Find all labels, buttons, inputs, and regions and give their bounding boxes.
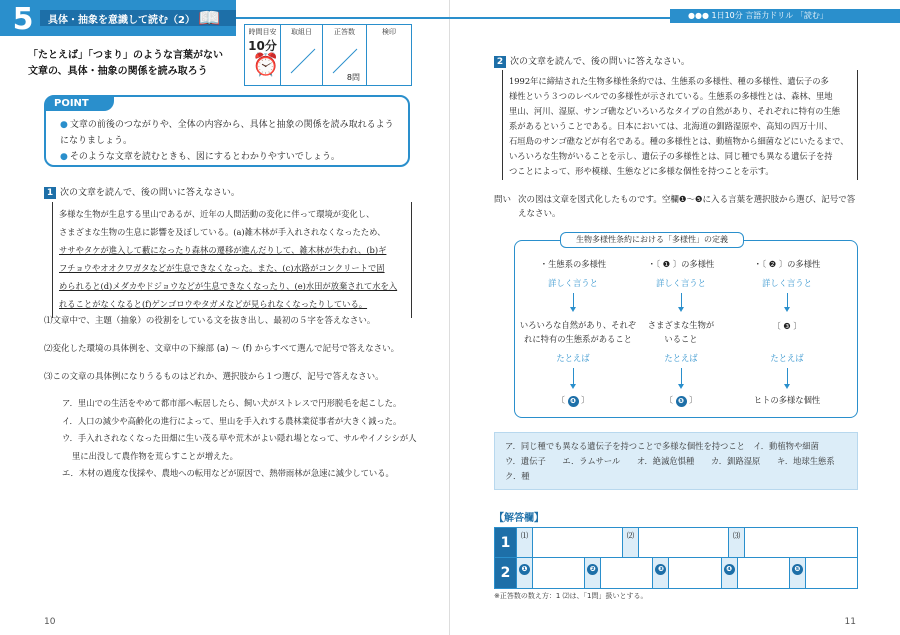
col2-head: ・〔 ❶ 〕の多様性 [647,259,715,269]
answer-label-cell: ❹ [722,558,738,588]
col3-detail: 詳しく言うと [762,278,812,288]
point-item: ● 文章の前後のつながりや、全体の内容から、具体と抽象の関係を読み取れるようになりましょう。 [60,120,394,146]
option-item: ウ．手入れされなくなった田畑に生い茂る草や荒木がよい隠れ場となって、サルやイノシシが人里に出没して農作物を荒らすことが増えた。 [62,433,417,461]
choice-line: ア．同じ種でも異なる遺伝子を持つことで多様な個性を持つこと イ．動植物や細菌 [505,441,819,451]
score-table [244,24,412,86]
passage-line: フチョウやオオクワガタなどが生息できなくなった。また、(c)水路がコンクリートで固 [59,263,385,273]
correct-slash [331,47,359,75]
date-slash [289,47,317,75]
passage-line: 石垣島のサンゴ礁などが有名である。種の多様性とは、動植物から細菌などにいたるまで、 [509,136,849,146]
answer-cell[interactable] [533,558,585,588]
answer-label-cell: ⑵ [623,528,639,558]
col1-blank: 〔 ❹ 〕 [556,395,590,405]
answer-label-cell: ❷ [585,558,601,588]
page-number-left: 10 [44,617,56,627]
q2-number: 2 [494,56,506,68]
col2-arrow-2 [681,368,682,386]
answer-row-1 [495,528,858,558]
stamp-label: 検印 [382,28,396,36]
q1-sub2: ⑵変化した環境の具体例を、文章中の下線部 (a) 〜 (f) からすべて選んで記号で答えなさい。 [44,344,400,354]
series-header [450,9,900,23]
option-item: ア．里山での生活をやめて都市部へ転居したら、飼い犬がストレスで円形脱毛を起こした。 [62,398,402,408]
col3-body: 〔 ❸ 〕 [772,321,802,331]
scoring-note: ※正答数の数え方：1 ⑵は、「1問」扱いとする。 [494,592,648,600]
answer-cell[interactable] [745,528,858,558]
col3-head: ・〔 ❷ 〕の多様性 [753,259,821,269]
col1-detail: 詳しく言うと [548,278,598,288]
answer-label-cell: ⑴ [517,528,533,558]
diagram-title: 生物多様性条約における「多様性」の定義 [560,232,744,248]
lesson-header [0,0,236,36]
right-page [450,0,900,635]
page-number-right: 11 [844,617,856,627]
lesson-lead [28,48,228,80]
q1-instruction: 次の文章を読んで、後の問いに答えなさい。 [60,188,240,198]
total-questions: 8問 [346,73,360,82]
date-label: 取組日 [291,28,312,36]
stamp-cell[interactable] [367,25,411,85]
col1-arrow-1 [573,293,574,309]
passage-line: さまざまな生物の生息に影響を及ぼしている。(a)雑木林が手入れされなくなったため、 [59,227,386,237]
q1-header [44,185,240,199]
passage-line: ササやタケが進入して藪になったり森林の遷移が進んだりして、雑木林が失われ、(b)ギ [59,245,387,255]
q2-passage [502,70,858,180]
answer-label-cell: ❺ [790,558,806,588]
option-item: イ．人口の減少や高齢化の進行によって、里山を手入れする農林業従事者が大きく減った。 [62,415,402,426]
time-label: 時間目安 [248,28,277,36]
q2-question: 次の図は文章を図式化したものです。空欄❶〜❺に入る言葉を選択肢から選び、記号で答えなさい。 [518,195,856,219]
point-item: ● そのような文章を読むときも、図にするとわかりやすいでしょう。 [60,152,340,162]
col1-example: たとえば [556,353,590,363]
answer-cell[interactable] [806,558,857,588]
q2-question-label: 問い [494,195,512,205]
point-label: POINT [46,96,114,111]
series-line [450,17,670,19]
answer-cell[interactable] [533,528,623,558]
answer-label-cell: ⑶ [729,528,745,558]
col3-arrow-2 [787,368,788,386]
answer-label-cell: ❶ [517,558,533,588]
lesson-number: 5 [12,2,34,37]
answer-table [494,527,858,589]
q2-header [494,54,690,68]
q1-sub1: ⑴文章中で、主題（抽象）の役割をしている文を抜き出し、最初の５字を答えなさい。 [44,316,376,326]
passage-line: れることがなくなると(f)ゲンゴロウやタガメなどが見られなくなったりしている。 [59,299,368,309]
col2-blank: 〔 ❺ 〕 [664,395,698,405]
col1-arrow-2 [573,368,574,386]
passage-line: 多様な生物が生息する里山であるが、近年の人間活動の変化に伴って環境が変化し、 [59,209,375,219]
col3-example: たとえば [770,353,804,363]
time-cell [245,25,281,85]
passage-line: 系があるということである。日本においては、北海道の釧路湿原や、高知の四万十川、 [509,121,833,131]
answer-label: 【解答欄】 [494,513,544,524]
lead-line-1: 「たとえば」「つまり」のような言葉がない [28,50,223,61]
col3-result: ヒトの多様な個性 [753,395,821,405]
col2-arrow-1 [681,293,682,309]
answer-row-2 [495,558,858,589]
passage-line: 里山、河川、湿原、サンゴ礁などいろいろなタイプの自然があり、それぞれに特有の生態 [509,106,841,116]
choice-line: ク．種 [505,471,530,481]
q2-instruction: 次の文章を読んで、後の問いに答えなさい。 [510,57,690,67]
choices-box [494,432,858,490]
answer-cell[interactable] [601,558,653,588]
passage-line: 1992年に締結された生物多様性条約では、生態系の多様性、種の多様性、遺伝子の多 [509,76,829,86]
col2-detail: 詳しく言うと [656,278,706,288]
q1-number: 1 [44,187,56,199]
date-cell[interactable] [281,25,323,85]
passage-line: 様性という３つのレベルでの多様性が示されている。生態系の多様性とは、森林、里地 [509,91,833,101]
col1-head: ・生態系の多様性 [539,259,607,269]
col1-body: いろいろな自然があり、それぞれに特有の生態系があること [519,320,637,344]
col2-body: さまざまな生物がいること [647,320,715,344]
book-icon: 📖 [198,8,221,29]
lead-line-2: 文章の、具体・抽象の関係を読み取ろう [28,66,208,77]
answer-cell[interactable] [738,558,790,588]
answer-cell[interactable] [639,528,729,558]
correct-label: 正答数 [334,28,355,36]
option-item: エ．木材の過度な伐採や、農地への転用などが原因で、熱帯雨林が急速に減少している。 [62,468,394,478]
passage-line: つことによって、形や模様、生態などに多様な個性を持つことを示す。 [509,166,774,176]
passage-line: いろいろな生物がいることを示し、遺伝子の多様性とは、同じ種でも異なる遺伝子を持 [509,151,833,161]
col3-arrow-1 [787,293,788,309]
header-line [236,17,450,19]
passage-line: められると(d)メダカやドジョウなどが生息できなくなったり、(e)水田が放棄されて水を入 [59,281,398,291]
q1-sub3: ⑶この文章の具体例になりうるものはどれか、選択肢から１つ選び、記号で答えなさい。 [44,372,384,382]
answer-cell[interactable] [669,558,721,588]
q1-passage [52,202,412,318]
answer-label-cell: ❸ [653,558,669,588]
col2-example: たとえば [664,353,698,363]
correct-cell[interactable] [323,25,367,85]
q1-options [62,395,422,483]
row-number: 1 [495,528,517,558]
series-title: ●●● 1日10分 言語力ドリル 「読む」 [688,11,828,20]
time-value: 10分 [248,39,277,53]
choice-line: ウ．遺伝子 エ．ラムサール オ．絶滅危惧種 カ．釧路湿原 キ．地球生態系 [505,456,835,466]
answer-row-2-cells [517,558,858,589]
alarm-clock-icon: ⏰ [252,53,280,78]
row-number: 2 [495,558,517,589]
lesson-title: 具体・抽象を意識して読む（2） [48,15,195,26]
